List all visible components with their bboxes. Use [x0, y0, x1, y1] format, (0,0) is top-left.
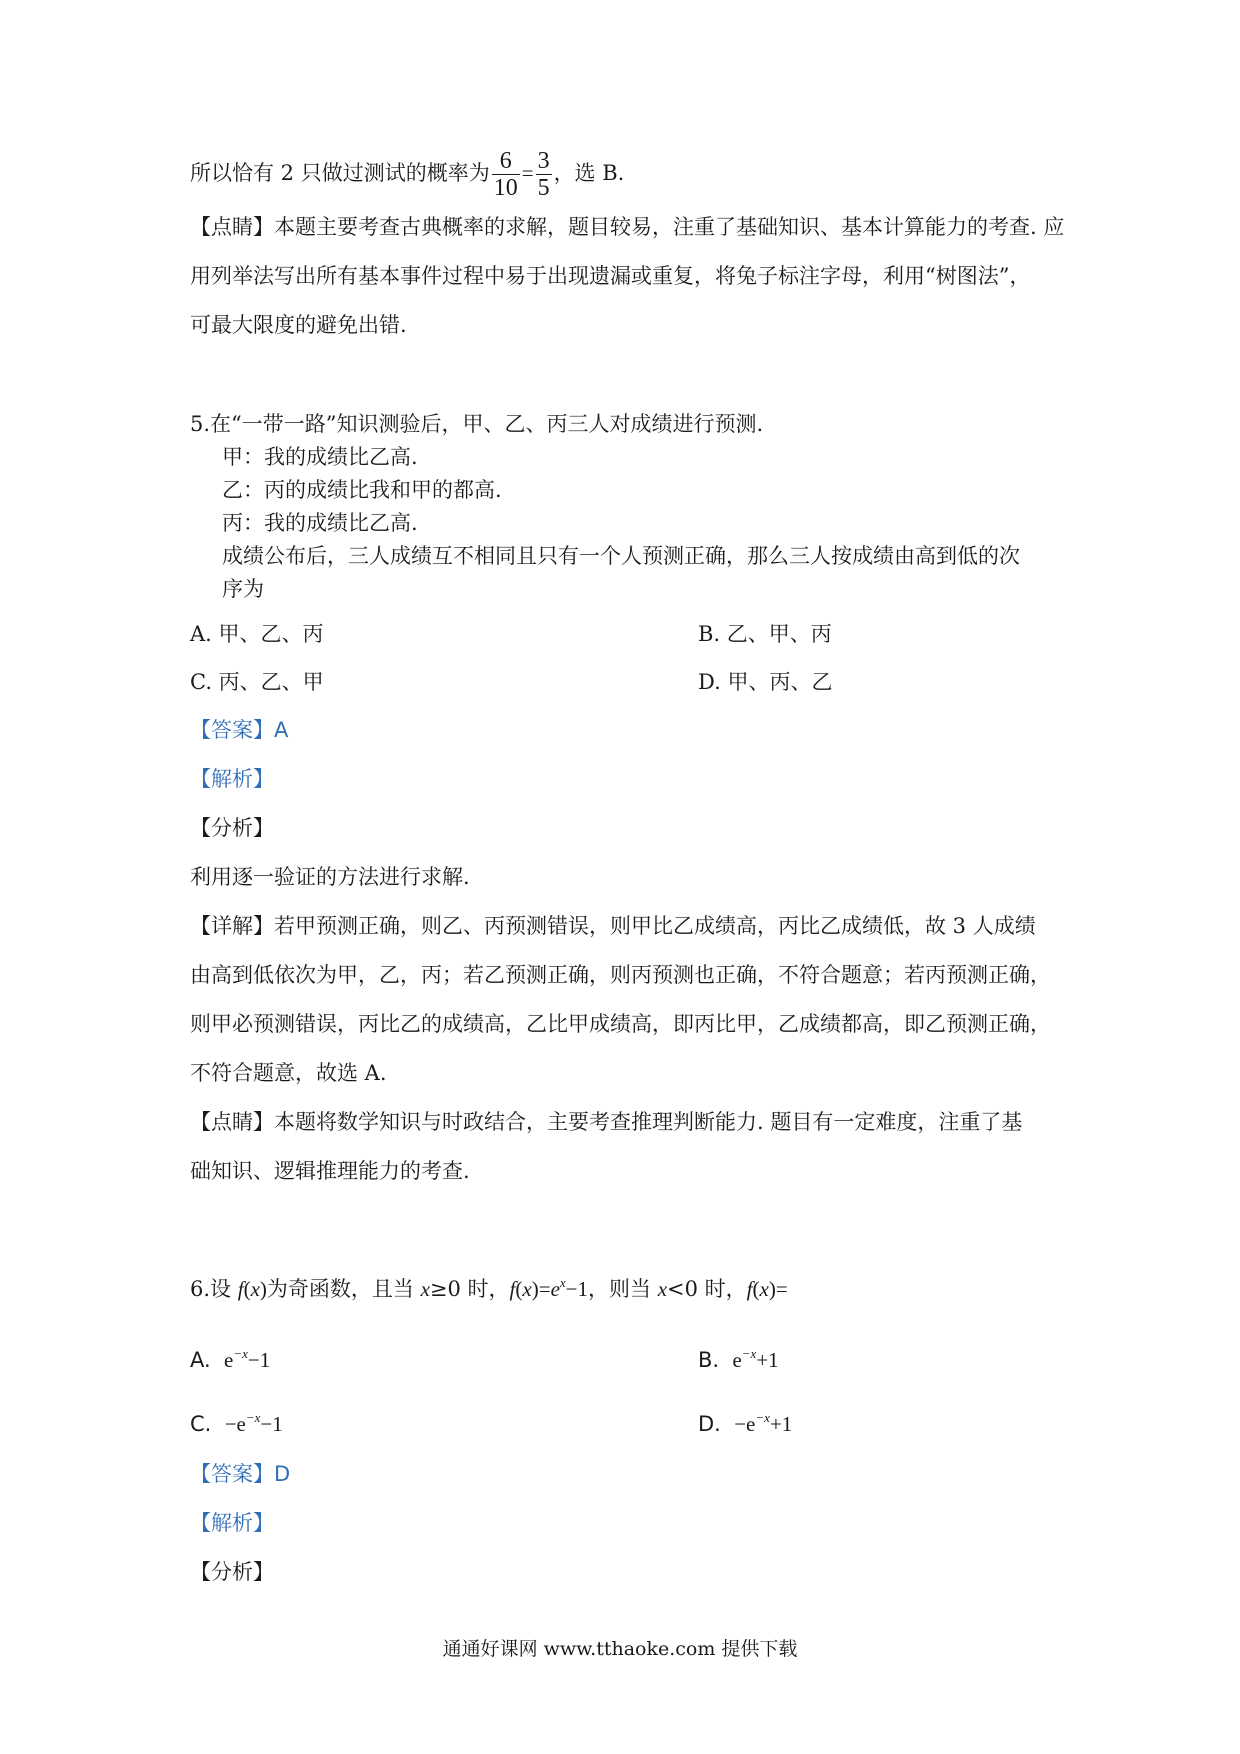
question-5 [190, 408, 1051, 1196]
q5-options-row-2 [190, 658, 1051, 706]
option-tail: −1 [247, 1348, 271, 1372]
q6-jiexi-tag: 【解析】 [190, 1511, 274, 1535]
q5-xiangjie-line3: 则甲必预测错误，丙比乙的成绩高，乙比甲成绩高，即丙比甲，乙成绩都高，即乙预测正确， [190, 1012, 1051, 1036]
q5-xiangjie-line1 [190, 902, 1051, 951]
fraction-3-5 [536, 148, 552, 201]
q6-stem-mid2: ，则当 [588, 1277, 658, 1301]
q5-answer [190, 706, 1051, 755]
option-tail: +1 [769, 1412, 793, 1436]
equals-sign: = [538, 1277, 551, 1301]
q5-option-a: A. 甲、乙、丙 [190, 622, 324, 646]
xiangjie-tag: 【详解】 [190, 914, 274, 938]
q6-fenxi-tag: 【分析】 [190, 1560, 274, 1584]
q5-fenxi-tag: 【分析】 [190, 816, 274, 840]
frac-numerator: 3 [537, 148, 550, 174]
q6-option-b [698, 1322, 779, 1392]
option-label: A. [190, 1348, 211, 1372]
page-footer: 通通好课网 www.tthaoke.com 提供下载 [442, 1638, 798, 1660]
question-6 [190, 1258, 793, 1597]
q5-dianjing-line1 [190, 1098, 1051, 1147]
equals-sign: = [521, 161, 534, 185]
q6-option-c [190, 1386, 283, 1456]
q5-jiexi-tag: 【解析】 [190, 767, 274, 791]
e-symbol: e [550, 1277, 560, 1301]
q6-option-d [698, 1386, 792, 1456]
frac-denominator: 5 [537, 175, 550, 201]
q5-xiangjie-line2: 由高到低依次为甲，乙，丙；若乙预测正确，则丙预测也正确，不符合题意；若丙预测正确， [190, 963, 1051, 987]
q6-stem: 6.设 f(x)为奇函数，且当 x≥0 时，$f(x)=e^x-1$，则当 x<0 时，f(x)= [190, 1275, 788, 1301]
option-base: e [732, 1348, 742, 1372]
q5-condition-line1: 成绩公布后，三人成绩互不相同且只有一个人预测正确，那么三人按成绩由高到低的次 [222, 544, 1020, 568]
x-symbol: x [522, 1277, 532, 1301]
x-symbol: x [250, 1277, 260, 1301]
top-section [190, 146, 1064, 350]
f-symbol: f [509, 1277, 516, 1301]
q6-option-a [190, 1322, 270, 1392]
dianjing-paragraph-1 [190, 203, 1064, 252]
q6-options-row-2 [190, 1386, 793, 1450]
answer-tag: 【答案】 [190, 718, 274, 742]
x-symbol: x [420, 1277, 430, 1301]
q5-prediction-jia: 甲：我的成绩比乙高. [222, 445, 418, 469]
q5-xiangjie-line4: 不符合题意，故选 A. [190, 1061, 387, 1085]
option-tail: +1 [756, 1348, 779, 1372]
answer-value: A [274, 718, 289, 742]
q5-stem: 5.在“一带一路”知识测验后，甲、乙、丙三人对成绩进行预测. [190, 412, 764, 436]
x-symbol: x [759, 1277, 769, 1301]
option-label: C. [190, 1412, 212, 1436]
conclusion-suffix: ，选 B. [553, 161, 625, 185]
q5-fenxi-text: 利用逐一验证的方法进行求解. [190, 865, 470, 889]
option-exponent: −x [755, 1410, 770, 1425]
frac-denominator: 10 [493, 175, 518, 201]
q5-option-b: B. 乙、甲、丙 [698, 622, 832, 646]
q6-stem-mid1: 为奇函数，且当 [266, 1277, 421, 1301]
option-exponent: −x [741, 1346, 757, 1361]
f-symbol: f [746, 1277, 753, 1301]
q5-condition-line2: 序为 [222, 577, 264, 601]
q6-options-row-1 [190, 1322, 788, 1386]
probability-conclusion [190, 146, 1064, 201]
xiangjie-text: 若甲预测正确，则乙、丙预测错误，则甲比乙成绩高，丙比乙成绩低，故 3 人成绩 [274, 914, 1036, 938]
q6-cond1: ≥0 时， [429, 1277, 510, 1301]
f-symbol: f [237, 1277, 244, 1301]
exponent: x [559, 1275, 566, 1290]
frac-numerator: 6 [499, 148, 512, 174]
conclusion-prefix: 所以恰有 2 只做过测试的概率为 [190, 161, 490, 185]
x-symbol: x [657, 1277, 668, 1301]
option-base: e [224, 1348, 234, 1372]
q5-prediction-yi: 乙：丙的成绩比我和甲的都高. [222, 478, 502, 502]
dianjing-text: 本题主要考查古典概率的求解，题目较易，注重了基础知识、基本计算能力的考查. 应 [274, 215, 1065, 239]
q6-stem-prefix: 6.设 [190, 1277, 238, 1301]
option-label: B. [698, 1348, 720, 1372]
answer-value: D [274, 1462, 291, 1486]
option-exponent: −x [233, 1346, 248, 1361]
dianjing-tag: 【点睛】 [190, 215, 274, 239]
q5-option-d: D. 甲、丙、乙 [698, 670, 833, 694]
option-label: D. [698, 1412, 721, 1436]
option-tail: −1 [260, 1412, 283, 1436]
fraction-6-10 [492, 148, 520, 201]
q5-prediction-bing: 丙：我的成绩比乙高. [222, 511, 418, 535]
equals-sign: = [775, 1277, 788, 1301]
q5-options-row-1 [190, 610, 1051, 658]
q6-answer [190, 1450, 788, 1499]
q6-cond2: <0 时， [667, 1277, 747, 1301]
dianjing-text: 本题将数学知识与时政结合，主要考查推理判断能力. 题目有一定难度，注重了基 [274, 1110, 1023, 1134]
option-base: −e [224, 1412, 246, 1436]
q5-dianjing-line2: 础知识、逻辑推理能力的考查. [190, 1159, 470, 1183]
answer-tag: 【答案】 [190, 1462, 274, 1486]
dianjing-tag: 【点睛】 [190, 1110, 274, 1134]
dianjing-paragraph-1-line3: 可最大限度的避免出错. [190, 313, 407, 337]
q5-option-c: C. 丙、乙、甲 [190, 670, 324, 694]
dianjing-paragraph-1-line2: 用列举法写出所有基本事件过程中易于出现遗漏或重复，将兔子标注字母，利用“树图法”， [190, 264, 1031, 288]
option-base: −e [734, 1412, 756, 1436]
option-exponent: −x [245, 1410, 261, 1425]
minus-one: −1 [565, 1277, 589, 1301]
